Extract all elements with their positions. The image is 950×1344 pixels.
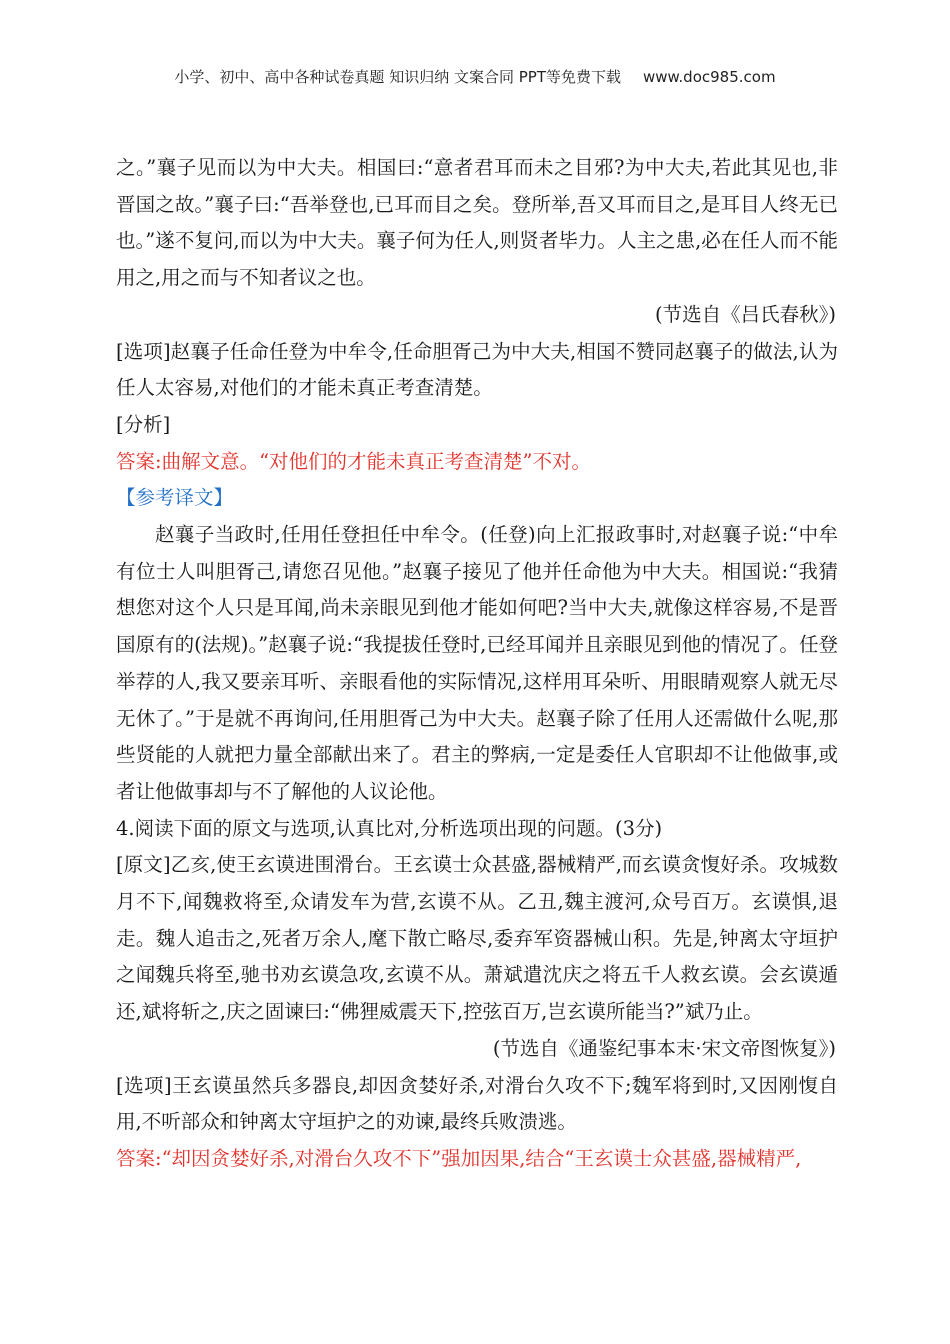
page-header (0, 66, 950, 87)
translation-title: 【参考译文】 (116, 486, 234, 510)
header-text: 小学、初中、高中各种试卷真题 知识归纳 文案合同 PPT等免费下载 (174, 68, 621, 86)
answer-4: 答案:“却因贪婪好杀,对滑台久攻不下”强加因果,结合“王玄谟士众甚盛,器械精严, (116, 1146, 802, 1170)
passage-1-option: [选项]赵襄子任命任登为中牟令,任命胆胥己为中大夫,相国不赞同赵襄子的做法,认为任人太容易,对他们的才能未真正考查清楚。 (116, 339, 838, 400)
question-4-option: [选项]王玄谟虽然兵多器良,却因贪婪好杀,对滑台久攻不下;魏军将到时,又因刚愎自用,不听部众和钟离太守垣护之的劝谏,最终兵败溃逃。 (116, 1073, 838, 1134)
analysis-label: [分析] (116, 412, 171, 436)
question-4-stem: 4.阅读下面的原文与选项,认真比对,分析选项出现的问题。(3分) (116, 816, 663, 840)
answer-1: 答案:曲解文意。“对他们的才能未真正考查清楚”不对。 (116, 449, 592, 473)
document-body (116, 150, 838, 1178)
question-4-original: [原文]乙亥,使王玄谟进围滑台。王玄谟士众甚盛,器械精严,而玄谟贪愎好杀。攻城数月不下,闻魏救将至,众请发车为营,玄谟不从。乙丑,魏主渡河,众号百万。玄谟惧,退走。魏人追击之,死者万余人,麾下散亡略尽,委弃军资器械山积。先是,钟离太守垣护之闻魏兵将至,驰书劝玄谟急攻,玄谟不从。萧斌遣沈庆之将五千人救玄谟。会玄谟遁还,斌将斩之,庆之固谏曰:“佛狸威震天下,控弦百万,岂玄谟所能当?”斌乃止。 (116, 853, 838, 1024)
header-url[interactable]: www.doc985.com (642, 68, 776, 86)
passage-1-source: (节选自《吕氏春秋》) (655, 302, 836, 326)
translation-text: 赵襄子当政时,任用任登担任中牟令。(任登)向上汇报政事时,对赵襄子说:“中牟有位士人叫胆胥己,请您召见他。”赵襄子接见了他并任命他为中大夫。相国说:“我猜想您对这个人只是耳闻,尚未亲眼见到他才能如何吧?当中大夫,就像这样容易,不是晋国原有的(法规)。”赵襄子说:“我提拔任登时,已经耳闻并且亲眼见到他的情况了。任登举荐的人,我又要亲耳听、亲眼看他的实际情况,这样用耳朵听、用眼睛观察人就无尽无休了。”于是就不再询问,任用胆胥己为中大夫。赵襄子除了任用人还需做什么呢,那些贤能的人就把力量全部献出来了。君主的弊病,一定是委任人官职却不让他做事,或者让他做事却与不了解他的人议论他。 (116, 523, 838, 803)
question-4-source: (节选自《通鉴纪事本末·宋文帝图恢复》) (492, 1036, 836, 1060)
passage-1-text: 之。”襄子见而以为中大夫。相国曰:“意者君耳而未之目邪?为中大夫,若此其见也,非晋国之故。”襄子曰:“吾举登也,已耳而目之矣。登所举,吾又耳而目之,是耳目人终无已也。”遂不复问,而以为中大夫。襄子何为任人,则贤者毕力。人主之患,必在任人而不能用之,用之而与不知者议之也。 (116, 156, 838, 290)
